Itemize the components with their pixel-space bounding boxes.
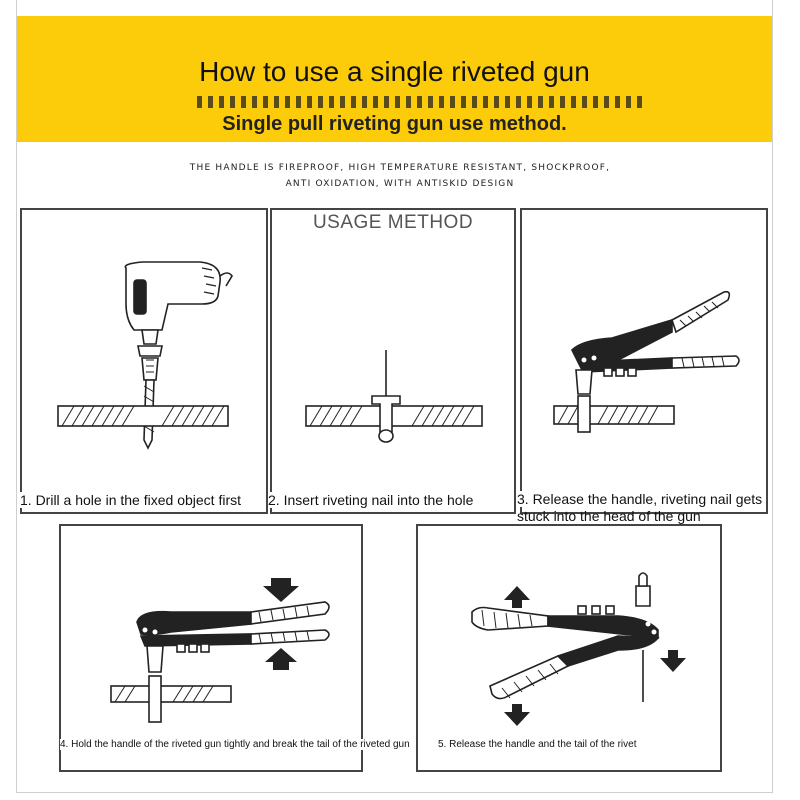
rivet-gun-open-illustration <box>522 210 766 512</box>
page-title <box>17 56 772 88</box>
step-1-panel <box>20 208 268 514</box>
feature-note-line1: THE HANDLE IS FIREPROOF, HIGH TEMPERATURE RESISTANT, SHOCKPROOF, <box>189 163 611 173</box>
nail-illustration <box>272 210 514 512</box>
step-3-caption-line1: 3. Release the handle, riveting nail gets <box>517 491 763 507</box>
step-4-caption: 4. Hold the handle of the riveted gun tightly and break the tail of the riveted gun <box>60 739 410 750</box>
rivet-gun-squeeze-illustration <box>61 526 361 770</box>
header-banner <box>17 16 772 142</box>
step-5-caption: 5. Release the handle and the tail of the rivet <box>438 739 650 750</box>
step-2-caption: 2. Insert riveting nail into the hole <box>268 492 474 508</box>
usage-method-label: USAGE METHOD <box>312 212 474 233</box>
drill-illustration <box>22 210 266 512</box>
step-3-caption-line2: stuck into the head of the gun <box>517 508 701 524</box>
page-title-text: How to use a single riveted gun <box>195 56 594 87</box>
rivet-gun-release-illustration <box>418 526 720 770</box>
step-3-panel <box>517 208 768 524</box>
banner-ghost-text <box>197 96 647 108</box>
page-subtitle: Single pull riveting gun use method. <box>222 113 567 135</box>
feature-note-line2: ANTI OXIDATION, WITH ANTISKID DESIGN <box>285 179 515 189</box>
step-2-panel <box>270 208 516 514</box>
step-5-panel <box>416 524 722 772</box>
step-1-caption: 1. Drill a hole in the fixed object first <box>20 492 241 508</box>
step-4-panel <box>59 524 410 772</box>
